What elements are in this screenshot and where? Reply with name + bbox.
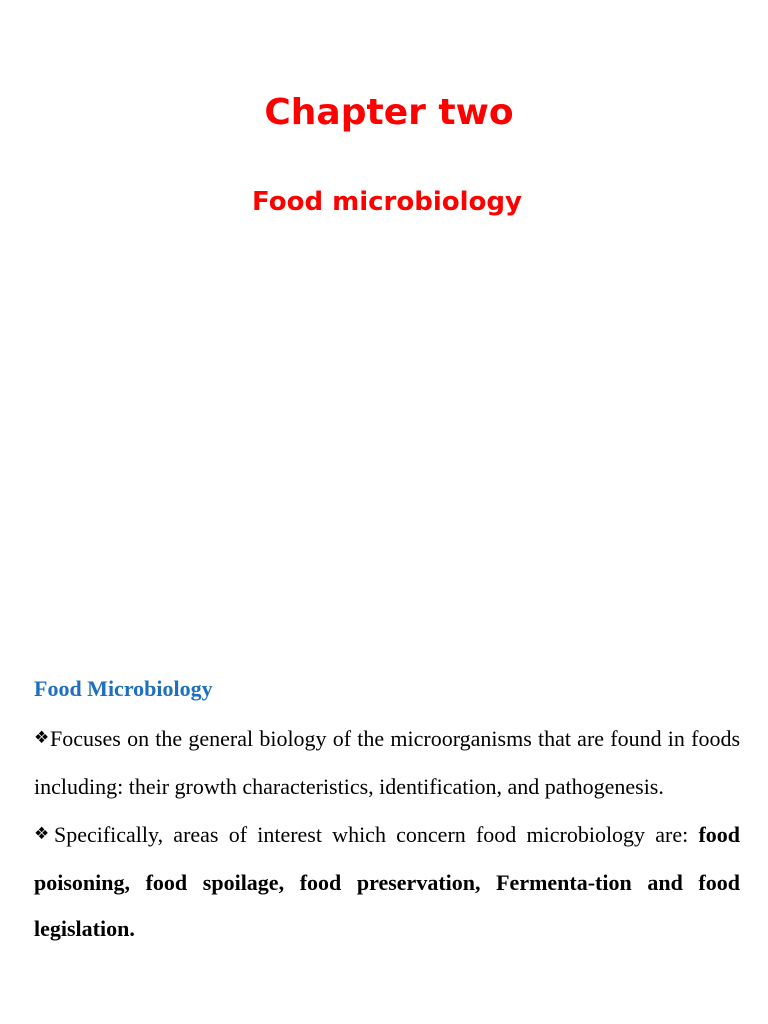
chapter-subtitle: Food microbiology <box>252 187 522 217</box>
bullet-item-focus <box>34 716 740 810</box>
section-heading: Food Microbiology <box>34 676 213 701</box>
bullet-bold-text: food poisoning, food spoilage, food preservation, Fermenta-tion and food legislation. <box>34 822 740 941</box>
diamond-bullet-icon: ❖ <box>34 824 54 844</box>
chapter-title: Chapter two <box>264 92 514 133</box>
diamond-bullet-icon: ❖ <box>34 728 50 748</box>
bullet-text: Focuses on the general biology of the microorganisms that are found in foods including: their growth characteristics, identification, and pathogenesis. <box>34 726 741 799</box>
bullet-text: Specifically, areas of interest which concern food microbiology are: <box>53 822 699 847</box>
food-microbiology-section <box>34 670 740 954</box>
bullet-item-areas <box>34 812 740 952</box>
